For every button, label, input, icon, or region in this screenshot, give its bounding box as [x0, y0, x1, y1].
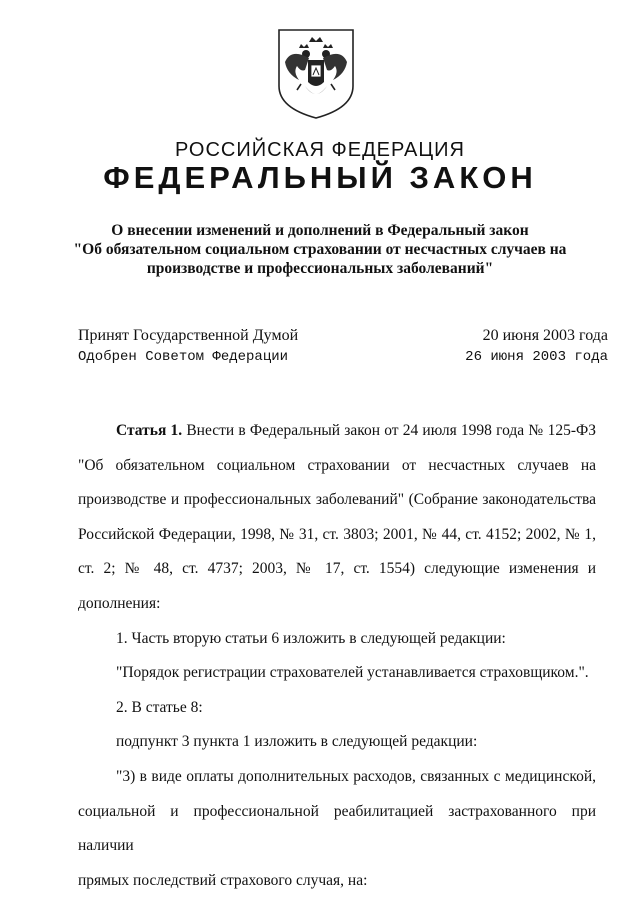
- adoption-row-duma: [78, 326, 608, 347]
- article-body: [78, 414, 596, 898]
- adoption-label: Одобрен Советом Федерации: [78, 349, 289, 365]
- article-item: 2. В статье 8:: [116, 698, 203, 716]
- adoption-row-council: [78, 347, 608, 368]
- article-text-line: социальной и профессиональной реабилитацией застрахованного при наличии: [78, 802, 596, 855]
- article-text-line: производстве и профессиональных заболеваний" (Собрание законодательства: [78, 491, 596, 509]
- article-first-line: [78, 414, 596, 449]
- adoption-block: [78, 326, 608, 368]
- document-type: ФЕДЕРАЛЬНЫЙ ЗАКОН: [103, 160, 537, 195]
- article-item: подпункт 3 пункта 1 изложить в следующей редакции:: [116, 733, 478, 751]
- law-title: [60, 221, 580, 278]
- adoption-date: 20 июня 2003 года: [482, 327, 608, 344]
- article-text-line: "Об обязательном социальном страховании от несчастных случаев на: [78, 456, 596, 474]
- law-title-line: О внесении изменений и дополнений в Федеральный закон: [111, 222, 529, 239]
- coat-of-arms-emblem: [275, 28, 357, 120]
- law-title-line: производстве и профессиональных заболеваний": [146, 260, 494, 277]
- article-text-line: ст. 2; № 48, ст. 4737; 2003, № 17, ст. 1554) следующие изменения и: [78, 560, 596, 578]
- adoption-date: 26 июня 2003 года: [465, 349, 608, 365]
- article-text-line: Внести в Федеральный закон от 24 июля 1998 года № 125-ФЗ: [186, 422, 597, 439]
- article-heading: Статья 1.: [116, 422, 183, 439]
- article-item: 1. Часть вторую статьи 6 изложить в следующей редакции:: [116, 629, 506, 647]
- article-item: "Порядок регистрации страхователей устанавливается страховщиком.".: [116, 664, 589, 682]
- article-item: "3) в виде оплаты дополнительных расходов, связанных с медицинской,: [116, 767, 596, 785]
- law-title-line: "Об обязательном социальном страховании от несчастных случаев на: [73, 241, 567, 258]
- article-text-line: прямых последствий страхового случая, на:: [78, 871, 368, 889]
- article-text-line: Российской Федерации, 1998, № 31, ст. 3803; 2001, № 44, ст. 4152; 2002, № 1,: [78, 525, 596, 543]
- state-name: РОССИЙСКАЯ ФЕДЕРАЦИЯ: [175, 139, 465, 161]
- adoption-label: Принят Государственной Думой: [78, 327, 299, 344]
- article-text-line: дополнения:: [78, 594, 161, 612]
